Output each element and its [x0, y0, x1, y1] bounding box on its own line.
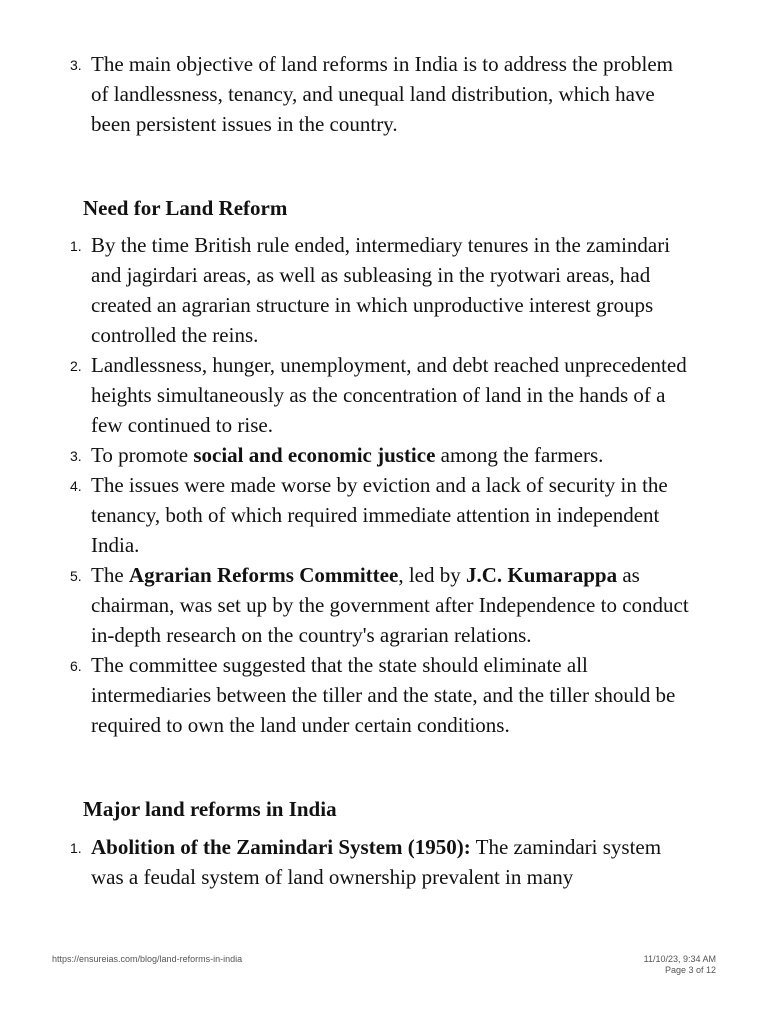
list-text-pre: To promote	[91, 443, 194, 467]
list-text: The issues were made worse by eviction and a lack of security in the tenancy, both of which required immediate attention in independent India.	[91, 473, 668, 557]
list-text-bold: social and economic justice	[193, 443, 436, 467]
list-text-bold: Abolition of the Zamindari System (1950):	[91, 835, 471, 859]
list-text: By the time British rule ended, intermediary tenures in the zamindari and jagirdari areas, as well as subleasing in the ryotwari areas, had created an agrarian structure in which unproductive interest groups controlled the reins.	[91, 233, 671, 347]
list-item	[0, 230, 691, 350]
list-text-mid: , led by	[398, 563, 466, 587]
list-number: 6.	[70, 658, 82, 674]
list-item	[0, 650, 691, 740]
list-text: The main objective of land reforms in India is to address the problem of landlessness, tenancy, and unequal land distribution, which have been persistent issues in the country.	[91, 52, 674, 136]
section-heading-need: Need for Land Reform	[83, 196, 288, 220]
footer-url[interactable]: https://ensureias.com/blog/land-reforms-in-india	[52, 954, 243, 964]
major-list	[0, 832, 691, 892]
list-text-pre: The	[91, 563, 129, 587]
list-number: 1.	[70, 840, 82, 856]
list-item	[0, 470, 691, 560]
list-item	[0, 49, 691, 139]
footer-meta	[644, 954, 716, 976]
list-number: 3.	[70, 448, 82, 464]
footer-datetime: 11/10/23, 9:34 AM	[643, 954, 716, 964]
list-number: 4.	[70, 478, 82, 494]
list-number: 5.	[70, 568, 82, 584]
need-list	[0, 230, 691, 740]
list-text-bold: Agrarian Reforms Committee	[128, 563, 399, 587]
top-list	[0, 49, 691, 139]
list-number: 1.	[70, 238, 82, 254]
list-item	[0, 350, 691, 440]
list-number: 2.	[70, 358, 82, 374]
list-item	[0, 832, 691, 892]
list-text-post: among the farmers.	[435, 443, 604, 467]
list-text-bold: J.C. Kumarappa	[465, 563, 618, 587]
list-text: Landlessness, hunger, unemployment, and debt reached unprecedented heights simultaneously as the concentration of land in the hands of a few continued to rise.	[91, 353, 687, 437]
section-heading-major: Major land reforms in India	[83, 797, 337, 821]
list-item	[0, 440, 691, 470]
list-item	[0, 560, 691, 650]
footer-page-number: Page 3 of 12	[664, 965, 716, 975]
list-number: 3.	[70, 57, 82, 73]
list-text: The committee suggested that the state should eliminate all intermediaries between the tiller and the state, and the tiller should be required to own the land under certain conditions.	[91, 653, 676, 737]
list-text-post: The zamindari system was a feudal system of land ownership prevalent in many	[91, 835, 662, 889]
list-text-post: as chairman, was set up by the government after Independence to conduct in-depth research on the country's agrarian relations.	[91, 563, 689, 647]
